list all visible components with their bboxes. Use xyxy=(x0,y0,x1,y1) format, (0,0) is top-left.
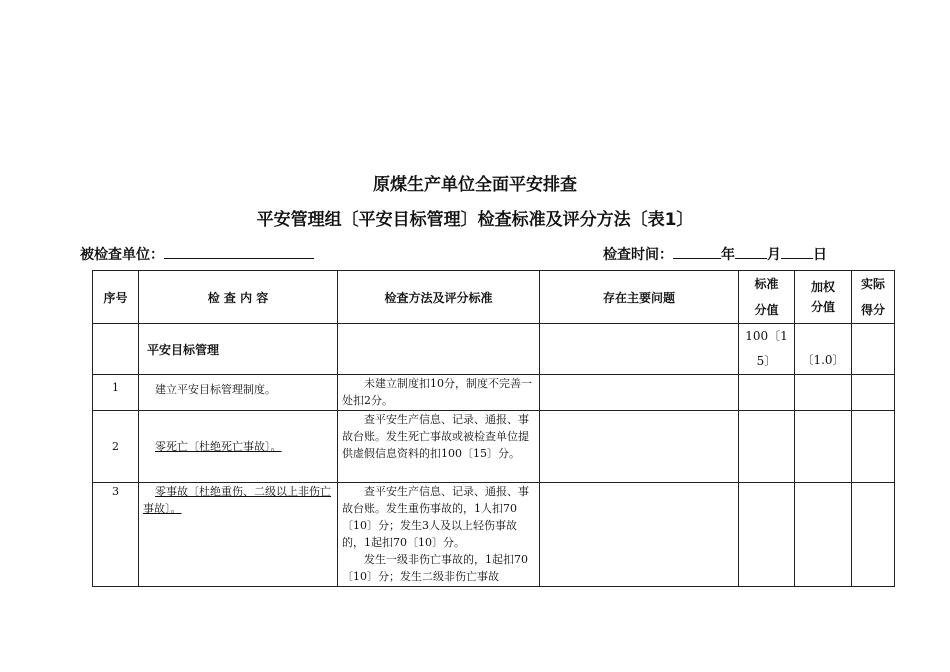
row-2-no: 2 xyxy=(93,411,139,483)
day-blank[interactable] xyxy=(781,244,813,259)
inspection-time-field xyxy=(603,244,827,264)
row-3-content xyxy=(139,483,338,587)
inspected-unit-field xyxy=(80,244,314,264)
row-3-method-text-2: 发生一级非伤亡事故的，1起扣70〔10〕分；发生二级非伤亡事故 xyxy=(342,553,528,583)
header-no: 序号 xyxy=(93,271,139,324)
row-3-method-text-1: 查平安生产信息、记录、通报、事故台账。发生重伤事故的，1人扣70〔10〕分；发生3人及以上轻伤事故的，1起扣70〔10〕分。 xyxy=(342,485,529,549)
row-1-method xyxy=(338,375,540,411)
row-2-actual-score-cell[interactable] xyxy=(852,411,895,483)
row-1-problems-cell[interactable] xyxy=(540,375,739,411)
table-row xyxy=(93,375,895,411)
header-actual-score xyxy=(852,271,895,324)
header-actual-score-line2: 得分 xyxy=(860,303,885,317)
month-label: 月 xyxy=(767,247,781,263)
row-2-problems-cell[interactable] xyxy=(540,411,739,483)
section-method-cell[interactable] xyxy=(338,324,540,375)
document-title: 原煤生产单位全面平安排查 xyxy=(373,175,577,195)
section-row xyxy=(93,324,895,375)
row-1-content: 建立平安目标管理制度。 xyxy=(139,375,338,411)
month-blank[interactable] xyxy=(735,244,767,259)
header-weighted-score-line2: 分值 xyxy=(810,300,835,314)
header-actual-score-line1: 实际 xyxy=(860,277,885,291)
inspection-time-label: 检查时间： xyxy=(603,247,673,263)
row-1-actual-score-cell[interactable] xyxy=(852,375,895,411)
year-label: 年 xyxy=(721,247,735,263)
row-1-method-text: 未建立制度扣10分，制度不完善一处扣2分。 xyxy=(342,377,532,407)
row-3-problems-cell[interactable] xyxy=(540,483,739,587)
header-problems: 存在主要问题 xyxy=(540,271,739,324)
section-no-cell[interactable] xyxy=(93,324,139,375)
row-3-no: 3 xyxy=(93,483,139,587)
row-2-method xyxy=(338,411,540,483)
header-weighted-score xyxy=(795,271,852,324)
header-weighted-score-line1: 加权 xyxy=(810,280,835,294)
row-3-standard-score-cell[interactable] xyxy=(739,483,795,587)
day-label: 日 xyxy=(813,247,827,263)
section-score-line1: 100〔1 xyxy=(745,329,788,343)
row-3-content-text: 零事故〔杜绝重伤、二级以上非伤亡事故〕。 xyxy=(143,485,331,515)
document-subtitle: 平安管理组〔平安目标管理〕检查标准及评分方法〔表1〕 xyxy=(256,210,694,230)
section-title: 平安目标管理 xyxy=(139,324,338,375)
table-row xyxy=(93,411,895,483)
row-1-no: 1 xyxy=(93,375,139,411)
year-blank[interactable] xyxy=(673,244,721,259)
row-2-content-text: 零死亡〔杜绝死亡事故〕。 xyxy=(155,440,282,453)
row-2-content xyxy=(139,411,338,483)
table-header-row xyxy=(93,271,895,324)
section-problems-cell[interactable] xyxy=(540,324,739,375)
inspection-table xyxy=(92,270,895,587)
header-method: 检查方法及评分标准 xyxy=(338,271,540,324)
row-2-method-text: 查平安生产信息、记录、通报、事故台账。发生死亡事故或被检查单位提供虚假信息资料的扣100〔15〕分。 xyxy=(342,413,529,460)
table-row xyxy=(93,483,895,587)
section-score-line2: 5〕 xyxy=(756,354,777,368)
header-standard-score xyxy=(739,271,795,324)
header-standard-score-line2: 分值 xyxy=(754,303,779,317)
row-3-method xyxy=(338,483,540,587)
header-content: 检 查 内 容 xyxy=(139,271,338,324)
inspected-unit-label: 被检查单位： xyxy=(80,247,164,263)
section-actual-score-cell[interactable] xyxy=(852,324,895,375)
row-1-weighted-score-cell[interactable] xyxy=(795,375,852,411)
row-3-actual-score-cell[interactable] xyxy=(852,483,895,587)
header-standard-score-line1: 标准 xyxy=(754,277,779,291)
inspected-unit-blank[interactable] xyxy=(164,244,314,259)
row-3-weighted-score-cell[interactable] xyxy=(795,483,852,587)
row-1-standard-score-cell[interactable] xyxy=(739,375,795,411)
section-standard-score xyxy=(739,324,795,375)
row-2-weighted-score-cell[interactable] xyxy=(795,411,852,483)
section-weighted-score: 〔1.0〕 xyxy=(795,324,852,375)
row-2-standard-score-cell[interactable] xyxy=(739,411,795,483)
